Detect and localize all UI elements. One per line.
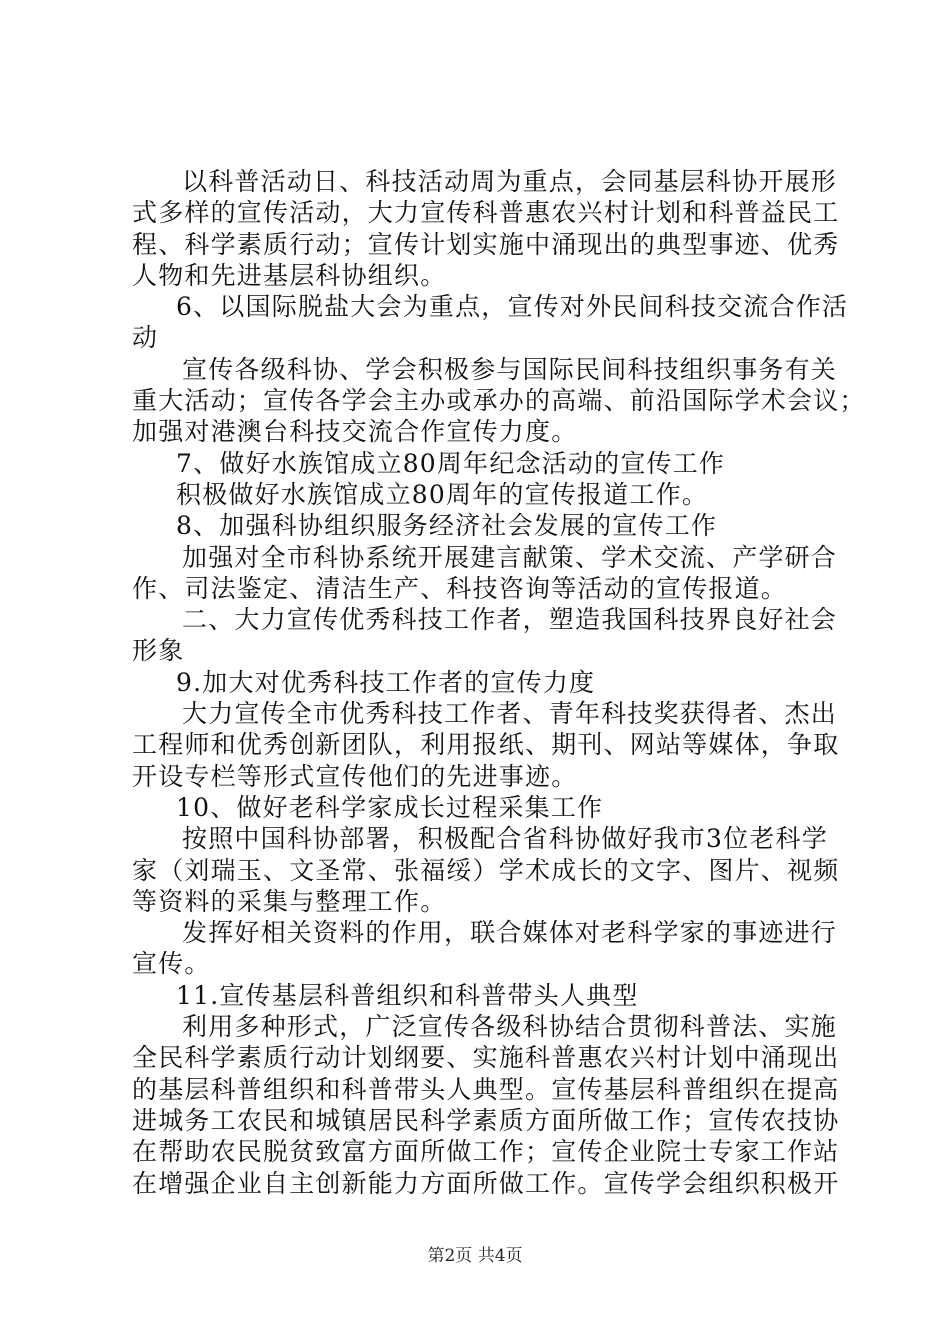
text-line: 重大活动；宣传各学会主办或承办的高端、前沿国际学术会议； bbox=[132, 386, 866, 416]
text-line: 开设专栏等形式宣传他们的先进事迹。 bbox=[132, 761, 578, 791]
text-line: 宣传各级科协、学会积极参与国际民间科技组织事务有关 bbox=[182, 354, 838, 384]
text-line: 动 bbox=[132, 323, 159, 353]
text-line: 式多样的宣传活动，大力宣传科普惠农兴村计划和科普益民工 bbox=[132, 198, 840, 228]
text-line: 进城务工农民和城镇居民科学素质方面所做工作；宣传农技协 bbox=[132, 1105, 840, 1135]
text-line: 全民科学素质行动计划纲要、实施科普惠农兴村计划中涌现出 bbox=[132, 1043, 840, 1073]
text-line: 作、司法鉴定、清洁生产、科技咨询等活动的宣传报道。 bbox=[132, 573, 788, 603]
text-line: 9.加大对优秀科技工作者的宣传力度 bbox=[176, 667, 596, 697]
document-body bbox=[132, 166, 866, 1199]
text-line: 人物和先进基层科协组织。 bbox=[132, 260, 447, 290]
text-line: 利用多种形式，广泛宣传各级科协结合贯彻科普法、实施 bbox=[182, 1012, 838, 1042]
text-line: 加强对全市科协系统开展建言献策、学术交流、产学研合 bbox=[182, 542, 838, 572]
text-line: 等资料的采集与整理工作。 bbox=[132, 886, 447, 916]
text-line: 加强对港澳台科技交流合作宣传力度。 bbox=[132, 417, 578, 447]
text-line: 7、做好水族馆成立80周年纪念活动的宣传工作 bbox=[176, 448, 726, 478]
page-footer: 第2页 共4页 bbox=[427, 1246, 523, 1266]
text-line: 二、大力宣传优秀科技工作者，塑造我国科技界良好社会 bbox=[182, 605, 838, 635]
text-line: 积极做好水族馆成立80周年的宣传报道工作。 bbox=[176, 479, 709, 509]
text-line: 发挥好相关资料的作用，联合媒体对老科学家的事迹进行 bbox=[182, 918, 838, 948]
text-line: 形象 bbox=[132, 636, 185, 666]
text-line: 在增强企业自主创新能力方面所做工作。宣传学会组织积极开 bbox=[132, 1168, 840, 1198]
text-line: 10、做好老科学家成长过程采集工作 bbox=[176, 792, 604, 822]
text-line: 6、以国际脱盐大会为重点，宣传对外民间科技交流合作活 bbox=[176, 292, 849, 322]
text-line: 11.宣传基层科普组织和科普带头人典型 bbox=[176, 980, 639, 1010]
text-line: 工程师和优秀创新团队，利用报纸、期刊、网站等媒体，争取 bbox=[132, 730, 840, 760]
text-line: 程、科学素质行动；宣传计划实施中涌现出的典型事迹、优秀 bbox=[132, 229, 840, 259]
text-line: 大力宣传全市优秀科技工作者、青年科技奖获得者、杰出 bbox=[182, 699, 838, 729]
text-line: 的基层科普组织和科普带头人典型。宣传基层科普组织在提高 bbox=[132, 1074, 840, 1104]
text-line: 宣传。 bbox=[132, 949, 211, 979]
text-line: 家（刘瑞玉、文圣常、张福绥）学术成长的文字、图片、视频 bbox=[132, 855, 840, 885]
text-line: 以科普活动日、科技活动周为重点，会同基层科协开展形 bbox=[182, 167, 838, 196]
text-line: 8、加强科协组织服务经济社会发展的宣传工作 bbox=[176, 511, 718, 541]
text-line: 在帮助农民脱贫致富方面所做工作；宣传企业院士专家工作站 bbox=[132, 1137, 840, 1167]
text-line: 按照中国科协部署，积极配合省科协做好我市3位老科学 bbox=[182, 824, 828, 854]
